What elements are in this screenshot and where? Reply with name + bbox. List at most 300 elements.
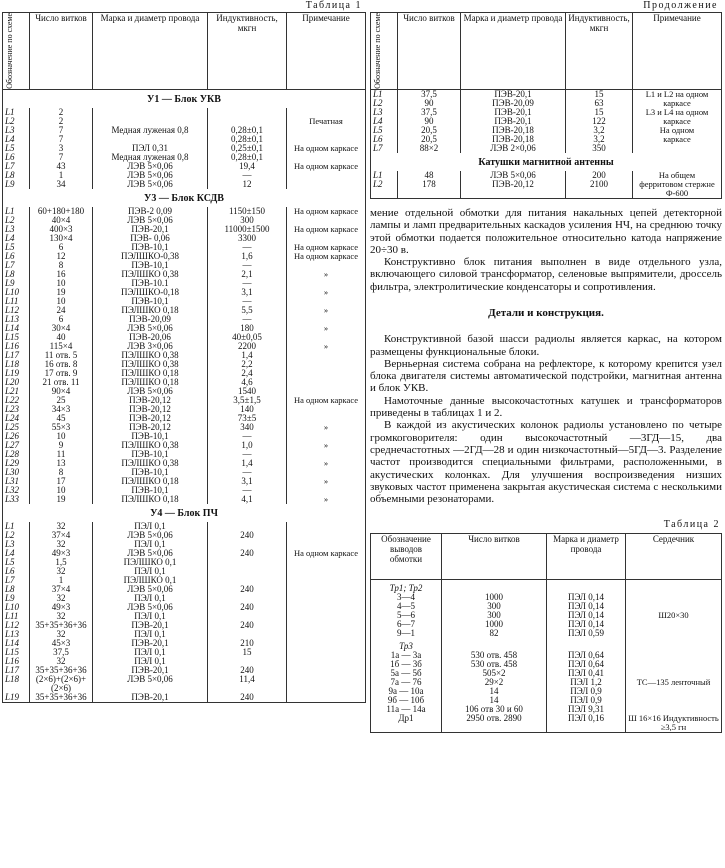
cell-note [287, 603, 366, 612]
cell-designation: L1 [371, 89, 398, 99]
cell: 4—5 [371, 602, 442, 611]
cell-inductance: 240 [208, 549, 287, 558]
cell-inductance: — [208, 297, 287, 306]
cell-inductance: 1,0 [208, 441, 287, 450]
cell-wire: ПЭЛШКО 0,18 [93, 306, 208, 315]
cell-turns: 130×4 [30, 234, 93, 243]
cell: Др1 [371, 714, 442, 733]
cell-designation: L7 [3, 261, 30, 270]
cell-note [287, 567, 366, 576]
group-title-row [371, 638, 722, 651]
cell: 530 отв. 458 [442, 660, 547, 669]
cell-turns: 19 [30, 288, 93, 297]
cell-wire: ПЭЛ 0,1 [93, 648, 208, 657]
table-row [3, 306, 366, 315]
cell-designation: L2 [371, 180, 398, 199]
cell-note: На одном каркасе [294, 160, 358, 171]
cell-wire: ЛЭВ 5×0,06 [93, 216, 208, 225]
cell-turns: 34×3 [30, 405, 93, 414]
cell-designation: L31 [3, 477, 30, 486]
cell-note [287, 594, 366, 603]
cell-note [287, 576, 366, 585]
cell-inductance: 15 [566, 89, 633, 99]
cell-note [287, 612, 366, 621]
table-row [3, 693, 366, 703]
cell-turns: 10 [30, 297, 93, 306]
cell: ПЭЛ 0,14 [547, 602, 626, 611]
cell-inductance: — [208, 432, 287, 441]
table1 [2, 12, 366, 703]
cell-inductance: 200 [566, 171, 633, 180]
cell-wire: ПЭВ-20,1 [93, 693, 208, 703]
table-row [3, 459, 366, 468]
cell-note [287, 171, 366, 180]
right-column [370, 0, 722, 733]
cell-designation: L4 [3, 234, 30, 243]
cell-designation: L24 [3, 414, 30, 423]
cell-turns: 6 [30, 243, 93, 252]
cell-designation: L4 [371, 117, 398, 126]
cell-designation: L21 [3, 387, 30, 396]
core-cell [626, 660, 722, 669]
cell-turns: 24 [30, 306, 93, 315]
cell-turns: 35+35+36+36 [30, 693, 93, 703]
cell-note: На одном каркасе [294, 394, 358, 405]
cell: 106 отв 30 и 60 [442, 705, 547, 714]
cell-inductance: 2,1 [208, 270, 287, 279]
cell-wire: ПЭЛ 0,1 [93, 522, 208, 531]
cell-note [287, 693, 366, 703]
cell-turns: 30×4 [30, 324, 93, 333]
cell-turns: 32 [30, 540, 93, 549]
cell-turns: 40×4 [30, 216, 93, 225]
cell-note: » [323, 457, 329, 468]
cell-turns: 32 [30, 630, 93, 639]
cell-designation: L8 [3, 270, 30, 279]
table-row [371, 611, 722, 620]
cell-turns: 10 [30, 486, 93, 495]
cell-note [287, 378, 366, 387]
cell-note: На одном каркасе [294, 223, 358, 234]
cell-note [287, 558, 366, 567]
cell-note: » [323, 304, 329, 315]
cell-designation: L6 [371, 135, 398, 144]
cell-wire: ЛЭВ 5×0,06 [93, 675, 208, 693]
header-note: Примечание [287, 13, 366, 90]
cell-wire: ПЭЛШКО 0,38 [93, 459, 208, 468]
cell-wire: ПЭЛШКО-0,38 [93, 252, 208, 261]
cell-note: » [323, 322, 329, 333]
cell-designation: L5 [371, 126, 398, 135]
cell-inductance: 0,28±0,1 [208, 135, 287, 144]
cell-inductance: 1,4 [208, 351, 287, 360]
cell-inductance: 0,25±0,1 [208, 144, 287, 153]
cell-designation: L9 [3, 279, 30, 288]
cell-designation: L3 [3, 126, 30, 135]
section-row [3, 189, 366, 207]
cell-designation: L13 [3, 315, 30, 324]
cell-inductance: 2,4 [208, 369, 287, 378]
cell-turns: 32 [30, 657, 93, 666]
cell-wire: ЛЭВ 5×0,06 [93, 324, 208, 333]
cell-note: » [323, 475, 329, 486]
cell-inductance: 73±5 [208, 414, 287, 423]
cell-note: » [323, 439, 329, 450]
cell-inductance: 1150±150 [208, 207, 287, 216]
cell-turns: 16 [30, 270, 93, 279]
cell-wire: ПЭЛ 0,1 [93, 594, 208, 603]
cell-designation: L4 [3, 135, 30, 144]
cell-inductance: 240 [208, 693, 287, 703]
cell-note [633, 144, 722, 153]
cell-turns: 37×4 [30, 531, 93, 540]
cell-note: На одном каркасе [294, 547, 358, 558]
cell-designation: L14 [3, 324, 30, 333]
cell: 9а — 10а [371, 687, 442, 696]
table-row [371, 714, 722, 733]
paragraph: В каждой из акустических колонок радиолы установлено по четыре громкоговорителя: один высокочастотный —3ГД—15, два среднечастотных —2ГД—28 и один низкочастотный—5ГД—3. Разделение частот производится специальными фильтрами, расположенными, в акустических колонках. Для улучшения воспроизведения низших звуковых частот применена закрытая акустическая система с несколькими объемными резонаторами. [370, 419, 722, 506]
cell-designation: L6 [3, 252, 30, 261]
cell-note: » [323, 493, 329, 504]
cell-note [287, 351, 366, 360]
body-text [370, 207, 722, 506]
cell-wire: Медная луженая 0,8 [93, 153, 208, 162]
cell: 9б — 10б [371, 696, 442, 705]
cell-note: На одном каркасе [294, 205, 358, 216]
cell-turns: 90 [398, 117, 461, 126]
cell-designation: L19 [3, 693, 30, 703]
cell-inductance: 0,28±0,1 [208, 126, 287, 135]
cell-turns: 10 [30, 432, 93, 441]
continuation-caption: Продолжение [643, 0, 718, 11]
cell-wire: ПЭВ-20,18 [461, 135, 566, 144]
core-cell: Ш20×30 [658, 610, 689, 621]
paragraph: Верньерная система собрана на рефлекторе, к которому крепится узел блока двигателя системы автоматической подстройки, магнитная антенна и блок УКВ. [370, 357, 722, 395]
cell-designation: L25 [3, 423, 30, 432]
cell-note [287, 126, 366, 135]
cell-turns: 2 [30, 117, 93, 126]
cell-turns: 115×4 [30, 342, 93, 351]
cell-designation: L12 [3, 306, 30, 315]
cell: 1б — 3б [371, 660, 442, 669]
cell-note: На одном [659, 124, 695, 135]
cell: 14 [442, 696, 547, 705]
cell-note [287, 666, 366, 675]
cell-inductance: 2,2 [208, 360, 287, 369]
cell-turns: 45×3 [30, 639, 93, 648]
cell-note: » [323, 268, 329, 279]
cell-turns: 7 [30, 135, 93, 144]
cell-designation: L9 [3, 594, 30, 603]
paragraph: Конструктивной базой шасси радиолы является каркас, на котором размещены функциональные блоки. [370, 333, 722, 358]
section-title: У3 — Блок КСДВ [144, 192, 224, 204]
cell-wire: ПЭЛ 0,1 [93, 630, 208, 639]
cell-designation: L4 [3, 549, 30, 558]
cell: 6—7 [371, 620, 442, 629]
cell-inductance: 240 [208, 603, 287, 612]
cell-designation: L17 [3, 666, 30, 675]
cell: 3—4 [371, 593, 442, 602]
section-row [3, 504, 366, 522]
cell: ПЭЛ 0,14 [547, 611, 626, 620]
cell-wire: ПЭЛШКО 0,1 [93, 558, 208, 567]
cell-wire: ПЭВ-20,12 [93, 414, 208, 423]
cell-wire: ЛЭВ 5×0,06 [93, 387, 208, 396]
cell-note [287, 675, 366, 693]
header-wire: Марка и диаметр провода [461, 13, 566, 90]
cell-designation: L14 [3, 639, 30, 648]
cell-designation: L5 [3, 558, 30, 567]
cell-designation: L3 [3, 540, 30, 549]
cell-designation: L19 [3, 369, 30, 378]
table2 [370, 533, 722, 733]
cell-designation: L13 [3, 630, 30, 639]
cell-note: L1 и L2 на одном [645, 88, 709, 99]
cell-note: Печатная [309, 115, 343, 126]
cell-wire: ПЭВ-10,1 [93, 450, 208, 459]
cell: 14 [442, 687, 547, 696]
table1-caption: Таблица 1 [305, 0, 362, 11]
cell-designation: L10 [3, 603, 30, 612]
header-core: Сердечник [626, 534, 722, 580]
cell-designation: L2 [3, 531, 30, 540]
cell-designation: L22 [3, 396, 30, 405]
cell-designation: L18 [3, 360, 30, 369]
cell-inductance [208, 558, 287, 567]
cell-turns: 48 [398, 171, 461, 180]
cell-turns: 178 [398, 180, 461, 199]
paragraph: мение отдельной обмотки для питания накальных цепей детекторной лампы и ламп предварительных каскадов усиления НЧ, на среднюю точку этой обмотки подается положительное относительно катода напряжение 20÷30 в. [370, 206, 722, 256]
section-title: У4 — Блок ПЧ [150, 507, 218, 519]
paragraph: Намоточные данные высокочастотных катушек и трансформаторов приведены в таблицах 1 и 2. [370, 394, 722, 420]
cell-designation: L1 [3, 522, 30, 531]
cell-inductance: 300 [208, 216, 287, 225]
cell-wire: ЛЭВ 2×0,06 [461, 144, 566, 153]
cell-wire: ПЭВ-20,12 [93, 423, 208, 432]
cell-inductance: 340 [208, 423, 287, 432]
cell-designation: L8 [3, 171, 30, 180]
cell-inductance: 63 [566, 99, 633, 108]
cell-wire: ПЭЛ 0,1 [93, 567, 208, 576]
cell-inductance: 350 [566, 144, 633, 153]
cell: ПЭЛ 0,9 [547, 687, 626, 696]
cell-note: » [323, 286, 329, 297]
cell-turns: 32 [30, 594, 93, 603]
cell-inductance: — [208, 468, 287, 477]
cell-turns: 55×3 [30, 423, 93, 432]
cell-note: каркасе [663, 97, 691, 108]
cell-inductance: 12 [208, 180, 287, 189]
cell-turns: 17 отв. 9 [30, 369, 93, 378]
cell-turns: 6 [30, 315, 93, 324]
table-row [3, 432, 366, 441]
cell-note [287, 657, 366, 666]
cell-inductance: 240 [208, 666, 287, 675]
group-title: Тр3 [371, 638, 442, 651]
cell-inductance: 3,1 [208, 288, 287, 297]
cell-designation: L30 [3, 468, 30, 477]
cell-turns: 49×3 [30, 603, 93, 612]
cell-designation: L16 [3, 342, 30, 351]
table-row [371, 620, 722, 629]
cell-designation: L20 [3, 378, 30, 387]
cell-turns: 1,5 [30, 558, 93, 567]
cell-note: На одном каркасе [294, 241, 358, 252]
cell: ПЭЛ 0,41 [547, 669, 626, 678]
cell-note [287, 531, 366, 540]
cell-designation: L15 [3, 333, 30, 342]
cell-designation: L10 [3, 288, 30, 297]
cell-wire: ПЭВ-20,06 [93, 333, 208, 342]
cell: 300 [442, 611, 547, 620]
cell-turns: 1 [30, 171, 93, 180]
cell-wire: ПЭВ-20,09 [93, 315, 208, 324]
cell-turns: 8 [30, 468, 93, 477]
cell-wire: ПЭВ-20,1 [93, 639, 208, 648]
cell-wire: ЛЭВ 5×0,06 [93, 603, 208, 612]
cell-designation: L6 [3, 153, 30, 162]
cell-turns: 10 [30, 279, 93, 288]
cell: ПЭЛ 0,14 [547, 593, 626, 602]
cell-turns: 37×4 [30, 585, 93, 594]
cell-turns: 25 [30, 396, 93, 405]
cell-wire [93, 108, 208, 117]
table-row [371, 629, 722, 638]
cell-wire: ПЭВ-10,1 [93, 432, 208, 441]
header-designation: Обозначение по схеме [5, 13, 14, 89]
table-row [3, 567, 366, 576]
cell: 505×2 [442, 669, 547, 678]
cell-designation: L28 [3, 450, 30, 459]
cell-note [287, 369, 366, 378]
cell-wire: ПЭВ-20,12 [461, 180, 566, 199]
cell-turns: 11 [30, 450, 93, 459]
cell-note [287, 639, 366, 648]
cell-note [287, 405, 366, 414]
cell-wire: ПЭВ- 0,06 [93, 234, 208, 243]
table-row [3, 162, 366, 171]
cell-inductance: 3300 [208, 234, 287, 243]
cell-designation: L16 [3, 657, 30, 666]
cell-wire: ПЭЛШКО 0,38 [93, 270, 208, 279]
cell-inductance: 11000±1500 [208, 225, 287, 234]
cell-turns: 90 [398, 99, 461, 108]
cell-designation: L27 [3, 441, 30, 450]
cell-inductance [208, 108, 287, 117]
cell-designation: L2 [3, 216, 30, 225]
cell-wire: ПЭВ-10.1 [93, 279, 208, 288]
cell-designation: L6 [3, 567, 30, 576]
cell-inductance: 210 [208, 639, 287, 648]
cell-designation: L26 [3, 432, 30, 441]
cell: ПЭЛ 0,59 [547, 629, 626, 638]
cell-inductance: 3,2 [566, 135, 633, 144]
cell: ПЭЛ 0,9 [547, 696, 626, 705]
cell-inductance: 15 [566, 108, 633, 117]
cell-designation: L9 [3, 180, 30, 189]
cell-turns: 7 [30, 126, 93, 135]
cell-turns: 19 [30, 495, 93, 504]
cell-inductance: 240 [208, 531, 287, 540]
cell-note: каркасе [663, 115, 691, 126]
cell-wire: ПЭВ-10,1 [93, 297, 208, 306]
cell: ПЭЛ 0,14 [547, 620, 626, 629]
cell-wire: ПЭЛШКО-0,18 [93, 288, 208, 297]
core-cell [626, 696, 722, 705]
cell-turns: 20,5 [398, 135, 461, 144]
cell-designation: L1 [3, 108, 30, 117]
cell-note: На одном каркасе [294, 142, 358, 153]
table-row [371, 593, 722, 602]
cell-wire: Медная луженая 0,8 [93, 126, 208, 135]
cell-wire: ПЭВ-20,09 [461, 99, 566, 108]
core-cell [626, 593, 722, 602]
cell-inductance: — [208, 171, 287, 180]
cell-designation: L11 [3, 297, 30, 306]
cell-turns: 88×2 [398, 144, 461, 153]
cell: 5—6 [371, 611, 442, 620]
cell-turns: 35+35+36+36 [30, 621, 93, 630]
cell-wire: ПЭЛШКО 0,18 [93, 369, 208, 378]
cell-wire: ПЭЛШКО 0,38 [93, 441, 208, 450]
section-heading: Детали и конструкция. [488, 306, 604, 319]
cell-inductance: 240 [208, 585, 287, 594]
core-cell: Ш 16×16 Индуктивность ≥3,5 гн [628, 713, 719, 733]
cell-turns: 37,5 [30, 648, 93, 657]
cell-inductance: 180 [208, 324, 287, 333]
cell-inductance: 5,5 [208, 306, 287, 315]
cell: 1000 [442, 593, 547, 602]
empty-cell [626, 580, 722, 594]
cell-note: На одном каркасе [294, 250, 358, 261]
cell-designation: L29 [3, 459, 30, 468]
cell-inductance: 3,2 [566, 126, 633, 135]
cell-note: » [323, 340, 329, 351]
cell-wire: ЛЭВ 5×0,06 [93, 162, 208, 171]
cell-wire: ПЭВ-10,1 [93, 486, 208, 495]
header-wire: Марка и диаметр провода [547, 534, 626, 580]
cell-turns: 9 [30, 441, 93, 450]
table-row [3, 495, 366, 504]
cell-turns: 35+35+36+36 [30, 666, 93, 675]
cell-inductance: 2200 [208, 342, 287, 351]
cell-turns: 37,5 [398, 89, 461, 99]
cell-wire: ПЭВ-10,1 [93, 261, 208, 270]
cell-designation: L17 [3, 351, 30, 360]
cell-wire: ПЭВ-20,18 [461, 126, 566, 135]
empty-cell [626, 638, 722, 651]
cell: 7а — 76 [371, 678, 442, 687]
header-turns: Число витков [442, 534, 547, 580]
cell-note: На общем [658, 169, 696, 180]
cell-designation: L1 [3, 207, 30, 216]
cell-inductance: 1540 [208, 387, 287, 396]
group-title: Тр1; Тр2 [371, 580, 442, 594]
cell-designation: L3 [3, 225, 30, 234]
header-designation: Обозначение по схеме [373, 13, 382, 89]
cell-turns: 32 [30, 567, 93, 576]
cell-designation: L15 [3, 648, 30, 657]
cell-inductance: 3,1 [208, 477, 287, 486]
cell-wire: ПЭЛ 0,1 [93, 657, 208, 666]
cell: ПЭЛ 0,64 [547, 651, 626, 660]
cell-wire: ПЭВ-20,1 [461, 108, 566, 117]
cell-turns: 37,5 [398, 108, 461, 117]
cell-note: » [323, 421, 329, 432]
cell-inductance: 122 [566, 117, 633, 126]
cell-inductance: 3,5±1,5 [208, 396, 287, 405]
cell-wire: ЛЭВ 5×0,06 [461, 171, 566, 180]
